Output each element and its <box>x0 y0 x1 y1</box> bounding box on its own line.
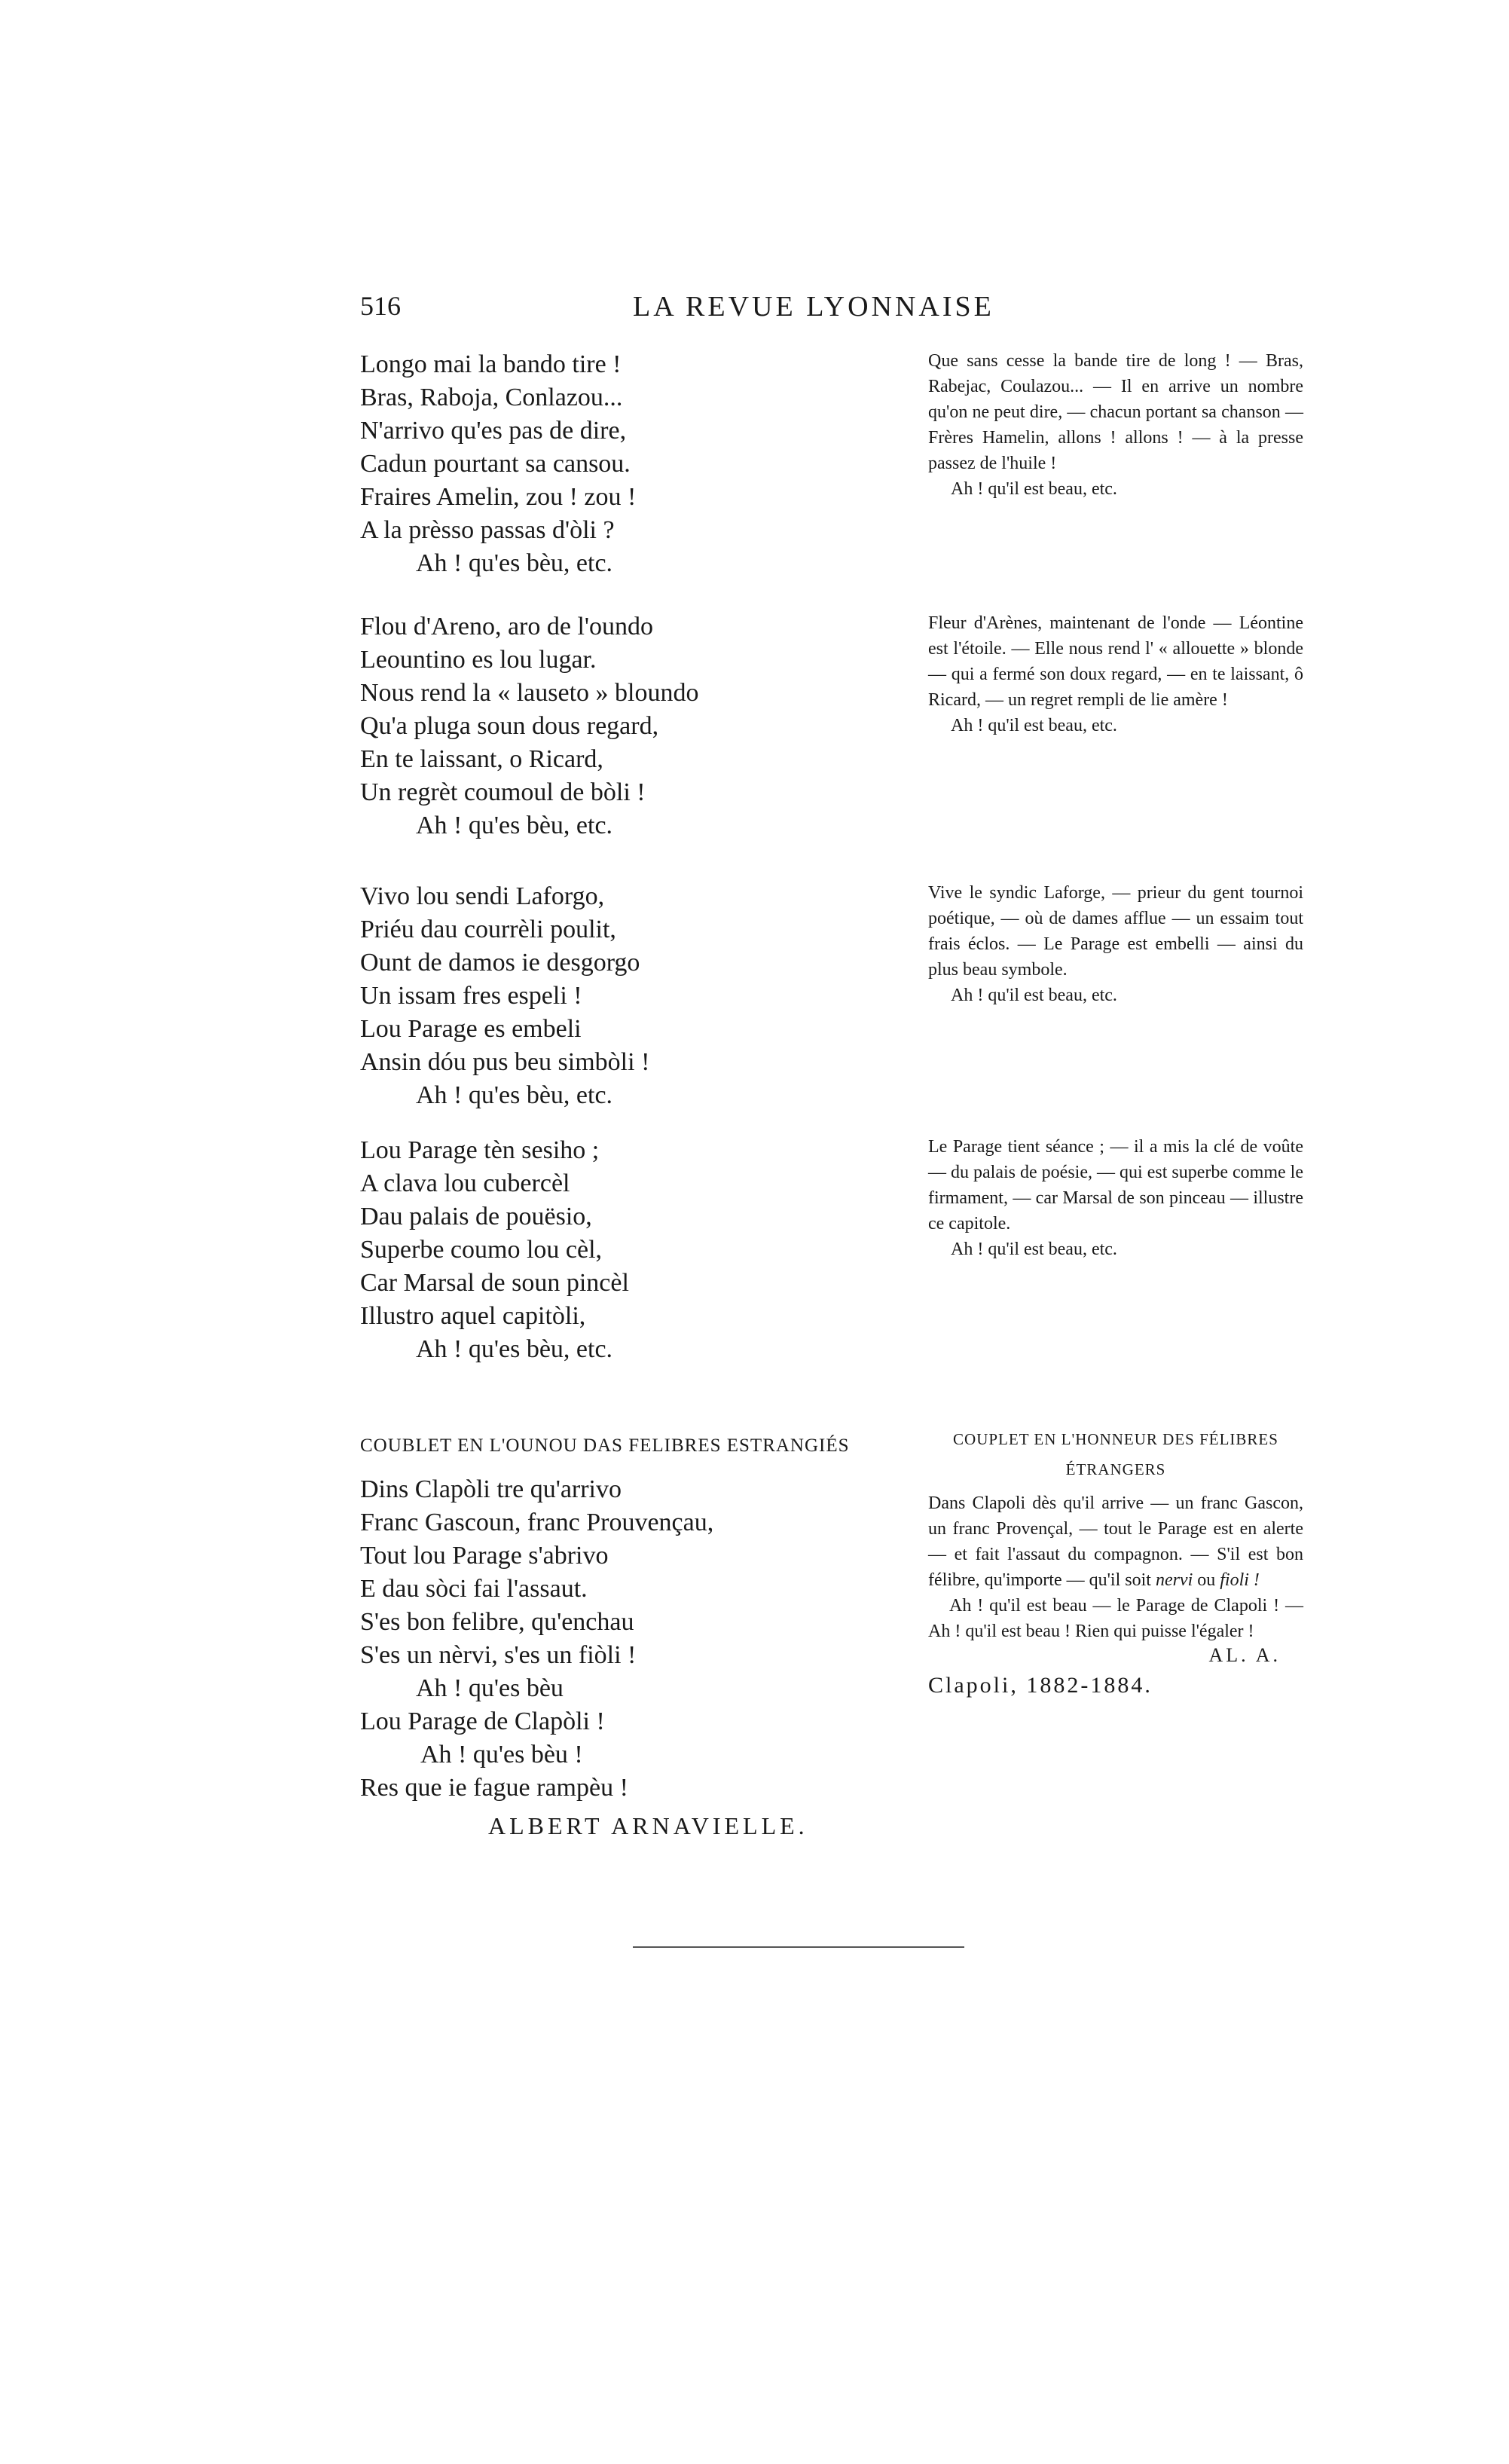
translation-text: Fleur d'Arènes, maintenant de l'onde — Léontine est l'étoile. — Elle nous rend l' « allouette » blonde — qui a fermé son doux regard, — en te laissant, ô Ricard, — un regret rempli de lie amère ! <box>928 613 1303 710</box>
verse-line: Bras, Raboja, Conlazou... <box>360 384 623 411</box>
verse-line: En te laissant, o Ricard, <box>360 745 603 773</box>
verse-line: Car Marsal de soun pincèl <box>360 1269 629 1297</box>
verse-line: Qu'a pluga soun dous regard, <box>360 712 659 740</box>
stanza-1 <box>360 348 933 580</box>
verse-line: Tout lou Parage s'abrivo <box>360 1542 609 1570</box>
translator-initials: AL. A. <box>1208 1644 1281 1666</box>
verse-line: Illustro aquel capitòli, <box>360 1302 586 1330</box>
translation-refrain: Ah ! qu'il est beau, etc. <box>951 479 1117 499</box>
verse-lines <box>360 610 933 809</box>
translation-text <box>928 1490 1303 1593</box>
refrain: Ah ! qu'es bèu, etc. <box>416 549 613 577</box>
verse-line: Fraires Amelin, zou ! zou ! <box>360 483 637 511</box>
refrain-line: Ah ! qu'es bèu ! <box>420 1741 583 1769</box>
verse-line: E dau sòci fai l'assaut. <box>360 1575 588 1603</box>
refrain: Ah ! qu'es bèu, etc. <box>416 1335 613 1363</box>
verse-line: Dins Clapòli tre qu'arrivo <box>360 1475 622 1503</box>
verse-lines <box>360 1134 933 1333</box>
coublet-translation <box>928 1424 1303 1698</box>
verse-line: Un issam fres espeli ! <box>360 982 582 1010</box>
translation-italic-word: nervi <box>1155 1570 1193 1590</box>
translation-3 <box>928 880 1303 1008</box>
verse-line: Leountino es lou lugar. <box>360 646 597 674</box>
page-header <box>360 290 1317 335</box>
translation-tail: Ah ! qu'il est beau — le Parage de Clapoli ! — Ah ! qu'il est beau ! Rien qui puisse l'égaler ! <box>928 1596 1303 1641</box>
translation-italic-word: fioli ! <box>1220 1570 1260 1590</box>
page-number: 516 <box>360 291 401 321</box>
verse-line: A la prèsso passas d'òli ? <box>360 516 615 544</box>
refrain-line: Lou Parage de Clapòli ! <box>360 1707 605 1735</box>
translation-text: Que sans cesse la bande tire de long ! — Bras, Rabejac, Coulazou... — Il en arrive un nombre qu'on ne peut dire, — chacun portant sa chanson — Frères Hamelin, allons ! allons ! — à la presse passez de l'huile ! <box>928 351 1303 473</box>
section-heading-line-2: ÉTRANGERS <box>1065 1460 1166 1478</box>
end-rule <box>633 1946 964 1948</box>
stanza-2 <box>360 610 933 842</box>
section-heading: COUBLET EN L'OUNOU DAS FELIBRES ESTRANGIÉS <box>360 1435 850 1456</box>
refrain-line: Ah ! qu'es bèu <box>416 1674 564 1702</box>
translation-body: Dans Clapoli dès qu'il arrive — un franc Gascon, un franc Provençal, — tout le Parage est en alerte — et fait l'assaut du compagnon. — S'il est bon félibre, qu'importe — qu'il soit <box>928 1493 1303 1590</box>
translation-4 <box>928 1134 1303 1262</box>
verse-lines <box>360 880 933 1079</box>
translation-1 <box>928 348 1303 502</box>
translation-2 <box>928 610 1303 738</box>
refrain: Ah ! qu'es bèu, etc. <box>416 812 613 839</box>
coublet-section <box>360 1435 933 1840</box>
translation-refrain: Ah ! qu'il est beau, etc. <box>951 716 1117 735</box>
verse-line: Superbe coumo lou cèl, <box>360 1236 603 1264</box>
verse-line: Cadun pourtant sa cansou. <box>360 450 631 478</box>
verse-lines <box>360 348 933 547</box>
verse-line: Nous rend la « lauseto » bloundo <box>360 679 699 707</box>
verse-line: Ansin dóu pus beu simbòli ! <box>360 1048 650 1076</box>
verse-line: Lou Parage es embeli <box>360 1015 582 1043</box>
translation-text: Vive le syndic Laforge, — prieur du gent tournoi poétique, — où de dames afflue — un essaim tout frais éclos. — Le Parage est embelli — ainsi du plus beau symbole. <box>928 883 1303 980</box>
translation-text: Le Parage tient séance ; — il a mis la clé de voûte — du palais de poésie, — qui est superbe comme le firmament, — car Marsal de son pinceau — illustre ce capitole. <box>928 1137 1303 1234</box>
verse-line: N'arrivo qu'es pas de dire, <box>360 417 627 445</box>
verse-line: A clava lou cubercèl <box>360 1169 570 1197</box>
verse-line: Un regrèt coumoul de bòli ! <box>360 778 646 806</box>
stanza-3 <box>360 880 933 1112</box>
section-heading-line-1: COUPLET EN L'HONNEUR DES FÉLIBRES <box>953 1430 1278 1448</box>
place-date: Clapoli, 1882-1884. <box>928 1673 1153 1698</box>
verse-line: Flou d'Areno, aro de l'oundo <box>360 613 654 640</box>
verse-line: Lou Parage tèn sesiho ; <box>360 1136 600 1164</box>
verse-line: Vivo lou sendi Laforgo, <box>360 882 605 910</box>
translation-refrain: Ah ! qu'il est beau, etc. <box>951 1240 1117 1259</box>
verse-line: Franc Gascoun, franc Prouvençau, <box>360 1509 714 1536</box>
stanza-4 <box>360 1134 933 1366</box>
verse-line: S'es bon felibre, qu'enchau <box>360 1608 634 1636</box>
verse-line: S'es un nèrvi, s'es un fiòli ! <box>360 1641 637 1669</box>
running-title: LA REVUE LYONNAISE <box>633 291 994 323</box>
verse-line: Priéu dau courrèli poulit, <box>360 916 616 943</box>
verse-line: Dau palais de pouësio, <box>360 1203 592 1230</box>
refrain: Ah ! qu'es bèu, etc. <box>416 1081 613 1109</box>
translation-refrain: Ah ! qu'il est beau, etc. <box>951 986 1117 1005</box>
translation-connector: ou <box>1193 1570 1220 1590</box>
verse-line: Ount de damos ie desgorgo <box>360 949 640 977</box>
signature: ALBERT ARNAVIELLE. <box>488 1812 808 1839</box>
verse-lines <box>360 1473 933 1672</box>
refrain-block <box>360 1672 933 1805</box>
verse-line: Longo mai la bando tire ! <box>360 350 622 378</box>
refrain-line: Res que ie fague rampèu ! <box>360 1774 628 1802</box>
